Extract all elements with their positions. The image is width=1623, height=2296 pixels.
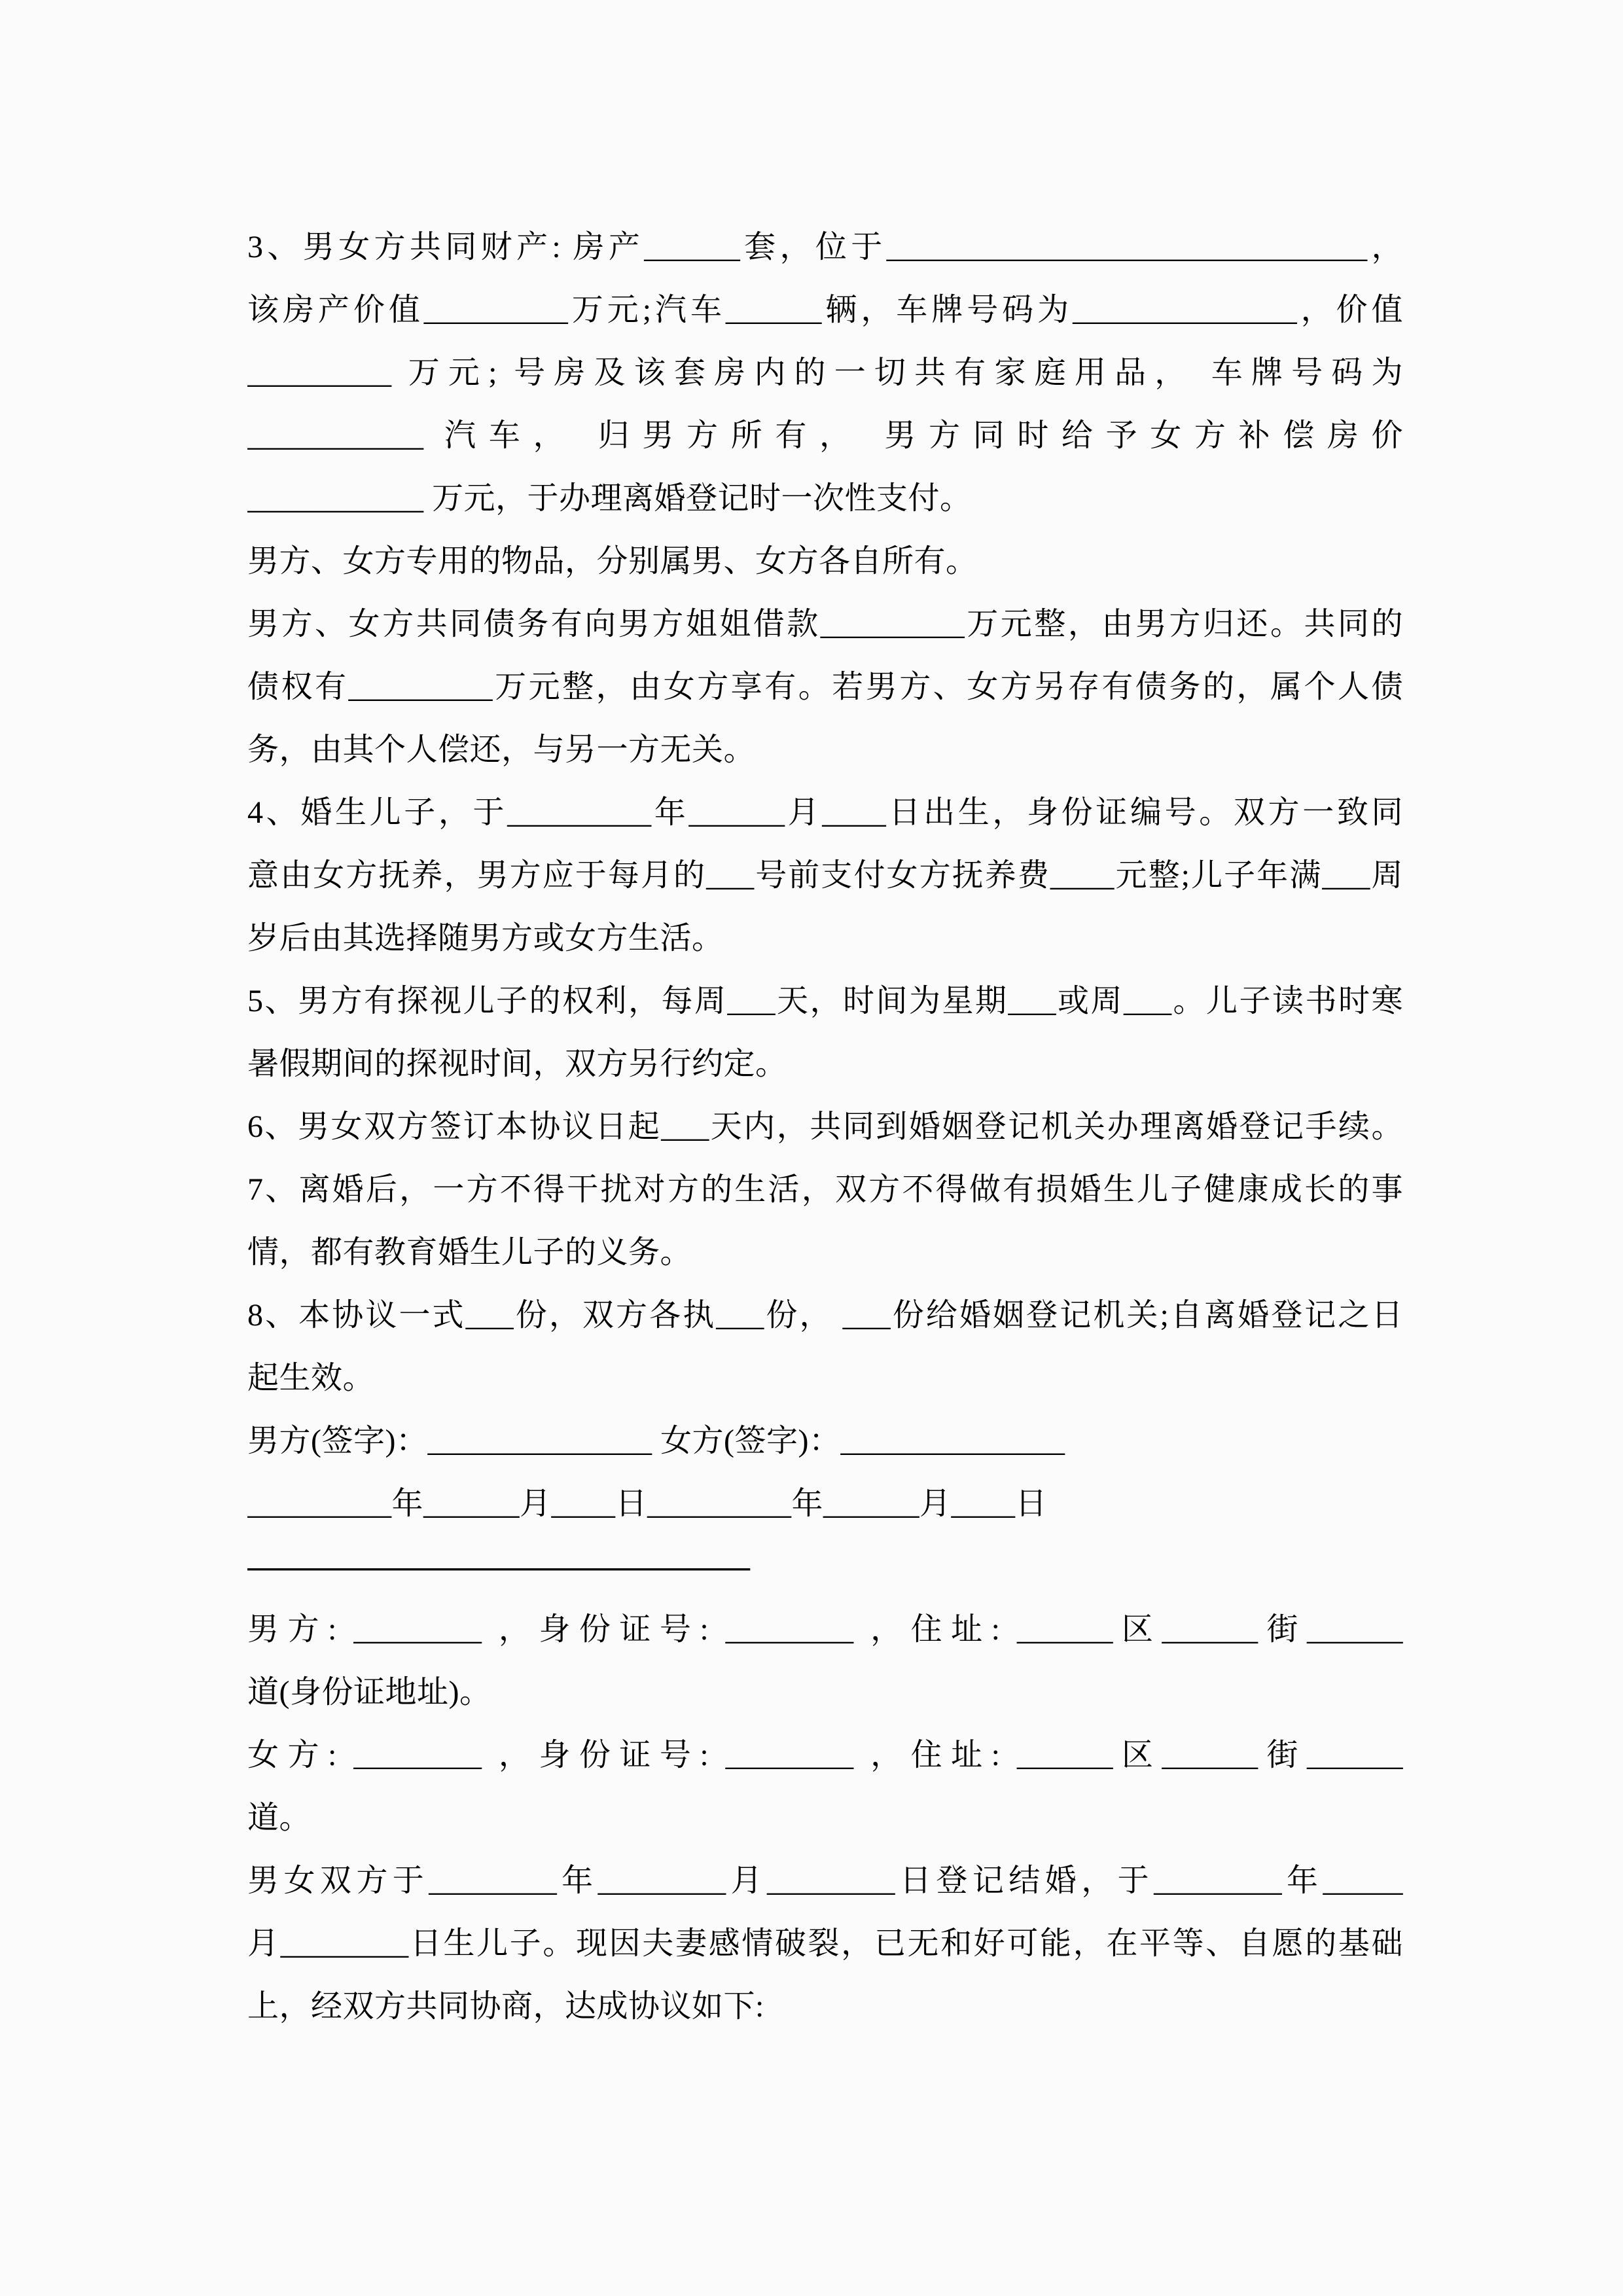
text-line-19: 起生效。: [247, 1361, 375, 1395]
text-line-13: 5、男方有探视儿子的权利，每周___天，时间为星期___或周___。儿子读书时寒: [247, 984, 1403, 1018]
text-line-18: 8、本协议一式___份，双方各执___份， ___份给婚姻登记机关;自离婚登记之日: [247, 1298, 1403, 1333]
text-line-29: 上，经双方共同协商，达成协议如下:: [247, 1989, 764, 2024]
text-line-28: 月________日生儿子。现因夫妻感情破裂，已无和好可能，在平等、自愿的基础: [247, 1926, 1403, 1961]
text-line-3: _________ 万元; 号房及该套房内的一切共有家庭用品， 车牌号码为: [247, 355, 1403, 390]
text-line-20: 男方(签字)：______________ 女方(签字)：______________: [247, 1424, 1065, 1458]
text-line-4: ___________ 汽车， 归男方所有， 男方同时给予女方补偿房价: [247, 418, 1403, 453]
text-line-14: 暑假期间的探视时间，双方另行约定。: [247, 1047, 787, 1081]
text-line-23: 男方: ________ ，身份证号: ________ ，住址: ______区______街______: [247, 1612, 1403, 1647]
text-line-6: 男方、女方专用的物品，分别属男、女方各自所有。: [247, 544, 978, 579]
divider-line: ————————————————: [247, 1549, 750, 1584]
text-line-2: 该房产价值_________万元;汽车______辆，车牌号码为______________，价值: [247, 293, 1403, 327]
text-line-25: 女方: ________ ，身份证号: ________ ，住址: ______区______街______: [247, 1738, 1403, 1772]
text-line-5: ___________ 万元，于办理离婚登记时一次性支付。: [247, 481, 972, 516]
text-line-11: 意由女方抚养，男方应于每月的___号前支付女方抚养费____元整;儿子年满___周: [247, 858, 1403, 893]
text-line-17: 情，都有教育婚生儿子的义务。: [247, 1235, 692, 1270]
text-line-9: 务，由其个人偿还，与另一方无关。: [247, 732, 756, 767]
text-line-24: 道(身份证地址)。: [247, 1675, 491, 1710]
text-line-8: 债权有_________万元整，由女方享有。若男方、女方另存有债务的，属个人债: [247, 670, 1403, 704]
text-line-27: 男女双方于________年________月________日登记结婚，于________年_____: [247, 1863, 1403, 1898]
text-line-15: 6、男女双方签订本协议日起___天内，共同到婚姻登记机关办理离婚登记手续。: [247, 1109, 1403, 1144]
text-line-10: 4、婚生儿子，于_________年______月____日出生，身份证编号。双方一致同: [247, 795, 1403, 830]
text-line-16: 7、离婚后，一方不得干扰对方的生活，双方不得做有损婚生儿子健康成长的事: [247, 1172, 1403, 1207]
text-line-1: 3、男女方共同财产: 房产______套，位于______________________________，: [247, 230, 1403, 264]
text-line-7: 男方、女方共同债务有向男方姐姐借款_________万元整，由男方归还。共同的: [247, 607, 1403, 641]
text-line-12: 岁后由其选择随男方或女方生活。: [247, 921, 724, 956]
text-line-26: 道。: [247, 1801, 312, 1835]
document-body: [247, 216, 1403, 2038]
text-line-21: _________年______月____日_________年______月____日: [247, 1486, 1048, 1521]
